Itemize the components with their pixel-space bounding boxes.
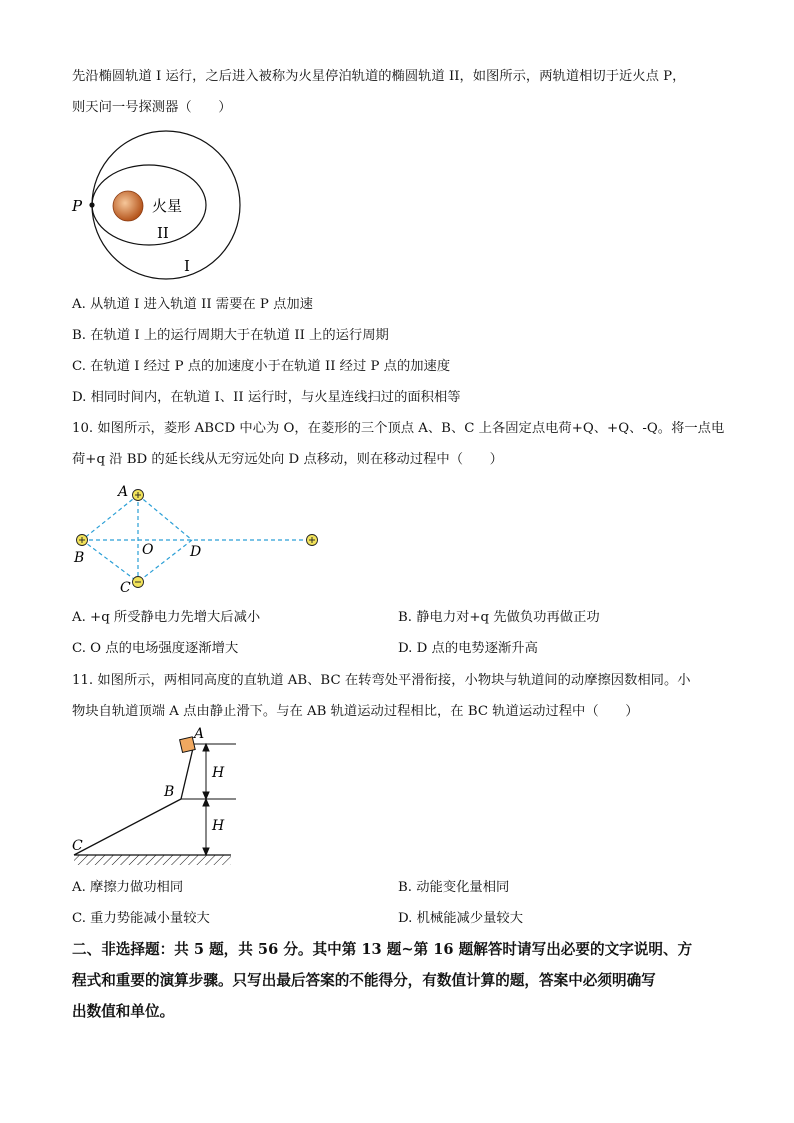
q9-option-a: A. 从轨道 I 进入轨道 II 需要在 P 点加速 xyxy=(72,297,313,312)
charge-q-moving xyxy=(307,535,318,546)
label-a: A xyxy=(118,484,129,500)
label-c: C xyxy=(72,838,83,854)
q11-stem-line2: 物块自轨道顶端 A 点由静止滑下。与在 AB 轨道运动过程相比，在 BC 轨道运动过程中（ ） xyxy=(72,704,639,719)
q9-option-b: B. 在轨道 I 上的运行周期大于在轨道 II 上的运行周期 xyxy=(72,328,389,343)
q10-option-a: A. +q 所受静电力先增大后减小 xyxy=(72,610,261,625)
label-p: P xyxy=(72,197,83,215)
q11-option-b: B. 动能变化量相同 xyxy=(398,880,510,895)
section2-line2: 程式和重要的演算步骤。只写出最后答案的不能得分，有数值计算的题，答案中必须明确写 xyxy=(72,972,656,989)
label-b: B xyxy=(74,550,85,566)
q11-option-c: C. 重力势能减小量较大 xyxy=(72,911,210,926)
label-c: C xyxy=(120,580,131,596)
orbit-diagram xyxy=(60,128,280,288)
orbit-ii xyxy=(92,165,206,245)
q9-option-c: C. 在轨道 I 经过 P 点的加速度小于在轨道 II 经过 P 点的加速度 xyxy=(72,359,451,374)
q11-option-d: D. 机械能减少量较大 xyxy=(398,911,524,926)
ground-hatch xyxy=(74,855,231,865)
label-mars: 火星 xyxy=(152,197,183,215)
charge-a xyxy=(133,490,144,501)
q9-stem-line1: 先沿椭圆轨道 I 运行，之后进入被称为火星停泊轨道的椭圆轨道 II，如图所示，两轨道相切于近火点 P， xyxy=(72,69,686,84)
q10-stem-line2: 荷+q 沿 BD 的延长线从无穷远处向 D 点移动，则在移动过程中（ ） xyxy=(72,452,503,467)
q11-option-a: A. 摩擦力做功相同 xyxy=(72,880,184,895)
label-orbit-ii: II xyxy=(157,224,169,242)
section2-line1: 二、非选择题：共 5 题，共 56 分。其中第 13 题~第 16 题解答时请写出必要的文字说明、方 xyxy=(72,941,693,958)
track-abc xyxy=(74,744,194,855)
q10-stem-line1: 10. 如图所示，菱形 ABCD 中心为 O，在菱形的三个顶点 A、B、C 上各固定点电荷+Q、+Q、-Q。将一点电 xyxy=(72,421,725,436)
label-h-upper: H xyxy=(212,765,225,781)
sliding-block xyxy=(180,737,196,753)
point-p-dot xyxy=(89,202,94,207)
track-diagram xyxy=(66,724,246,872)
q9-option-d: D. 相同时间内，在轨道 I、II 运行时，与火星连线扫过的面积相等 xyxy=(72,390,461,405)
q11-stem-line1: 11. 如图所示，两相同高度的直轨道 AB、BC 在转弯处平滑衔接，小物块与轨道间的动摩擦因数相同。小 xyxy=(72,673,691,688)
label-a: A xyxy=(194,726,205,742)
label-d: D xyxy=(190,544,202,560)
q9-stem-line2: 则天问一号探测器（ ） xyxy=(72,100,232,115)
label-o: O xyxy=(142,542,154,558)
q10-option-b: B. 静电力对+q 先做负功再做正功 xyxy=(398,610,600,625)
mars-planet xyxy=(113,191,143,221)
charge-c xyxy=(133,577,144,588)
label-h-lower: H xyxy=(212,818,225,834)
q10-option-d: D. D 点的电势逐渐升高 xyxy=(398,641,538,656)
label-orbit-i: I xyxy=(184,257,190,275)
rhombus-diagram xyxy=(66,480,336,598)
charge-b xyxy=(77,535,88,546)
label-b: B xyxy=(164,784,175,800)
q10-option-c: C. O 点的电场强度逐渐增大 xyxy=(72,641,239,656)
section2-line3: 出数值和单位。 xyxy=(72,1003,175,1020)
